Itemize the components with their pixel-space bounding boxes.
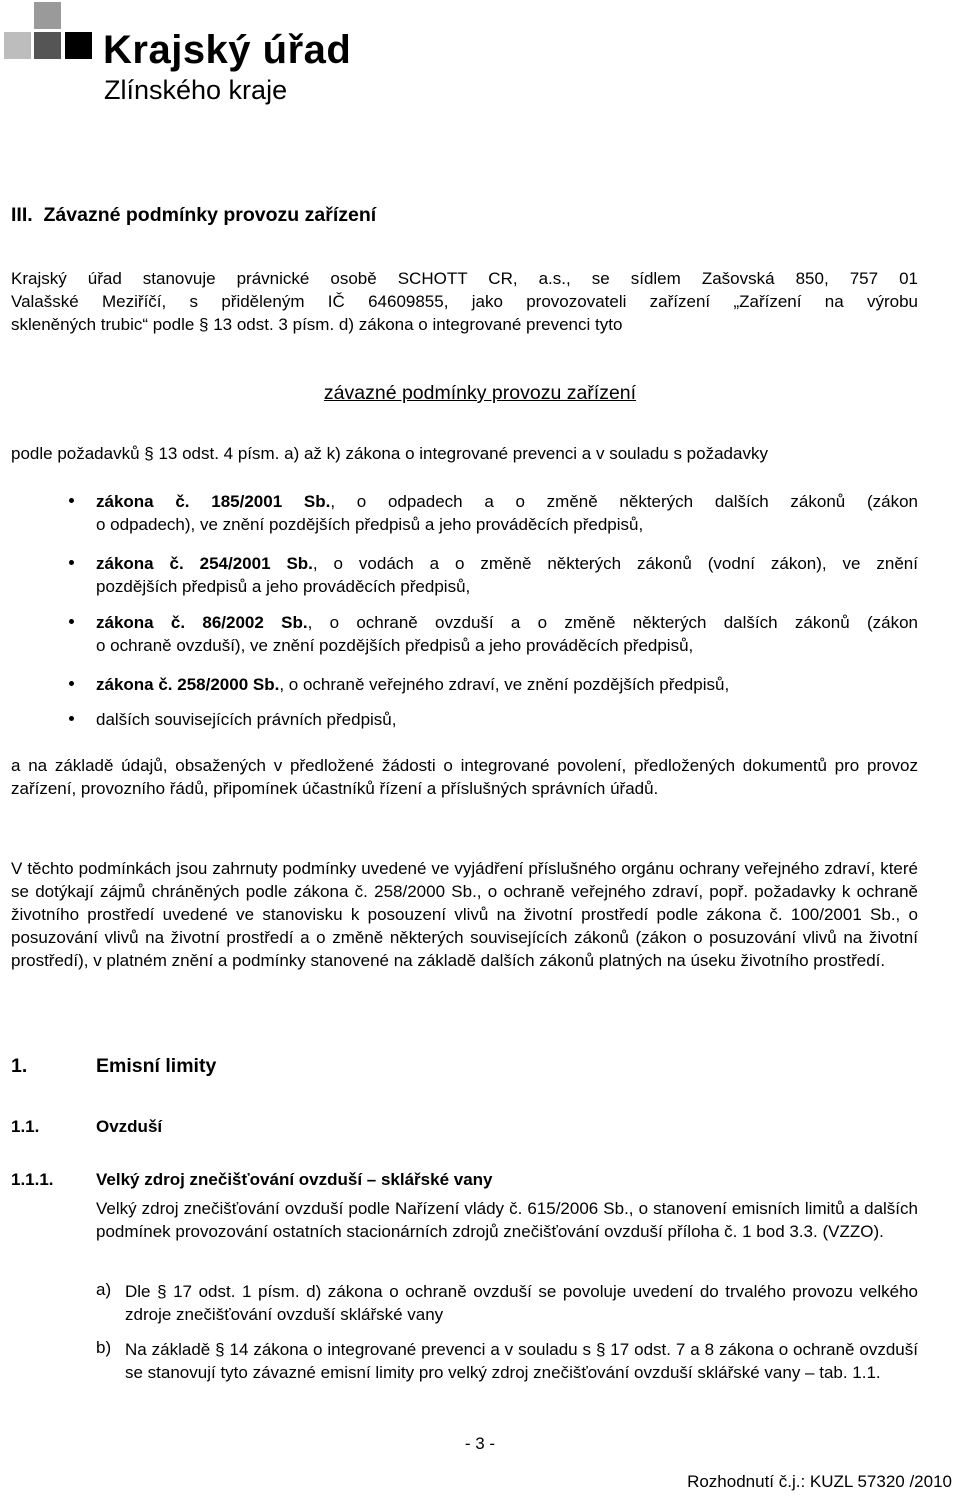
law-ref: zákona č. 86/2002 Sb. — [96, 613, 308, 632]
law-item — [96, 490, 918, 536]
section-1-1-1-body: Velký zdroj znečišťování ovzduší podle Nařízení vlády č. 615/2006 Sb., o stanovení emisních limitů a dalších podmínek provozování ostatních stacionárních zdrojů znečišťování ovzduší příloha č. 1 bod 3.3. (VZZO). — [96, 1199, 918, 1241]
section-1-1-1-title: Velký zdroj znečišťování ovzduší – sklářské vany — [96, 1170, 493, 1189]
basis-paragraph: a na základě údajů, obsažených v předložené žádosti o integrované povolení, předložených dokumentů pro provoz zařízení, provozního řádů, připomínek účastníků řízení a příslušných správních úřadů. — [11, 756, 918, 798]
intro-line-1: Krajský úřad stanovuje právnické osobě SCHOTT CR, a.s., se sídlem Zašovská 850, 757 01 — [11, 269, 918, 288]
law-desc-cont: o odpadech), ve znění pozdějších předpisů a jeho prováděcích předpisů, — [96, 515, 644, 534]
law-desc: , o odpadech a o změně některých dalších zákonů (zákon — [330, 492, 918, 511]
conditions-paragraph: V těchto podmínkách jsou zahrnuty podmínky uvedené ve vyjádření příslušného orgánu ochrany veřejného zdraví, které se dotýkají zájmů chráněných podle zákona č. 258/2000 Sb., o ochraně veřejného zdraví, popř. požadavky k ochraně životního prostředí uvedené ve stanovisku k posouzení vlivů na životní prostředí podle zákona č. 100/2001 Sb., o posuzování vlivů na životní prostředí a o změně některých souvisejících zákonů (zákon o posuzování vlivů na životní prostředí), v platném znění a podmínky stanovené na základě dalších zákonů platných na úseku životního prostředí. — [11, 859, 918, 970]
law-desc-cont: o ochraně ovzduší), ve znění pozdějších předpisů a jeho prováděcích předpisů, — [96, 636, 694, 655]
logo-org-name: Krajský úřad — [103, 28, 352, 72]
logo-square-black — [65, 32, 92, 59]
bullet-icon — [69, 619, 74, 624]
conditions-heading: závazné podmínky provozu zařízení — [323, 382, 637, 404]
item-a-letter: a) — [96, 1280, 112, 1299]
section-title: III. Závazné podmínky provozu zařízení — [11, 204, 377, 226]
intro-line-2: Valašské Meziříčí, s přiděleným IČ 64609855, jako provozovateli zařízení „Zařízení na výrobu — [11, 292, 918, 311]
section-1-title: Emisní limity — [96, 1055, 217, 1077]
requirements-intro: podle požadavků § 13 odst. 4 písm. a) až k) zákona o integrované prevenci a v souladu s požadavky — [11, 444, 768, 463]
law-ref: zákona č. 254/2001 Sb. — [96, 554, 313, 573]
law-desc: , o vodách a o změně některých zákonů (vodní zákon), ve znění — [312, 554, 918, 573]
bullet-icon — [69, 498, 74, 503]
item-a-text: Dle § 17 odst. 1 písm. d) zákona o ochraně ovzduší se povoluje uvedení do trvalého provozu velkého zdroje znečišťování ovzduší sklářské vany — [125, 1282, 918, 1324]
law-desc: , o ochraně ovzduší a o změně některých dalších zákonů (zákon — [307, 613, 918, 632]
intro-line-3: skleněných trubic“ podle § 13 odst. 3 písm. d) zákona o integrované prevenci tyto — [11, 315, 623, 334]
footer-reference: Rozhodnutí č.j.: KUZL 57320 /2010 — [687, 1472, 952, 1491]
bullet-icon — [69, 681, 74, 686]
section-1-1-number: 1.1. — [11, 1117, 40, 1136]
law-item — [96, 552, 918, 598]
law-item — [96, 611, 918, 657]
logo-square-light-left — [4, 32, 31, 59]
law-item — [96, 708, 918, 731]
law-item — [96, 673, 918, 696]
law-desc: dalších souvisejících právních předpisů, — [96, 710, 397, 729]
law-ref: zákona č. 185/2001 Sb. — [96, 492, 331, 511]
intro-paragraph — [11, 267, 918, 336]
section-1-1-1-number: 1.1.1. — [11, 1170, 54, 1189]
law-ref: zákona č. 258/2000 Sb. — [96, 675, 280, 694]
item-b-text: Na základě § 14 zákona o integrované prevenci a v souladu s § 17 odst. 7 a 8 zákona o ochraně ovzduší se stanovují tyto závazné emisní limity pro velký zdroj znečišťování ovzduší sklářské vany – tab. 1.1. — [125, 1340, 918, 1382]
page-number: - 3 - — [464, 1434, 496, 1453]
logo-square-light-top — [34, 2, 61, 29]
bullet-icon — [69, 560, 74, 565]
law-desc-cont: pozdějších předpisů a jeho prováděcích předpisů, — [96, 577, 471, 596]
item-b-letter: b) — [96, 1338, 112, 1357]
section-1-number: 1. — [11, 1055, 28, 1077]
logo-square-dark-mid — [34, 32, 61, 59]
bullet-icon — [69, 716, 74, 721]
logo-org-sub: Zlínského kraje — [104, 75, 288, 105]
law-desc: , o ochraně veřejného zdraví, ve znění pozdějších předpisů, — [279, 675, 730, 694]
section-1-1-title: Ovzduší — [96, 1117, 163, 1136]
